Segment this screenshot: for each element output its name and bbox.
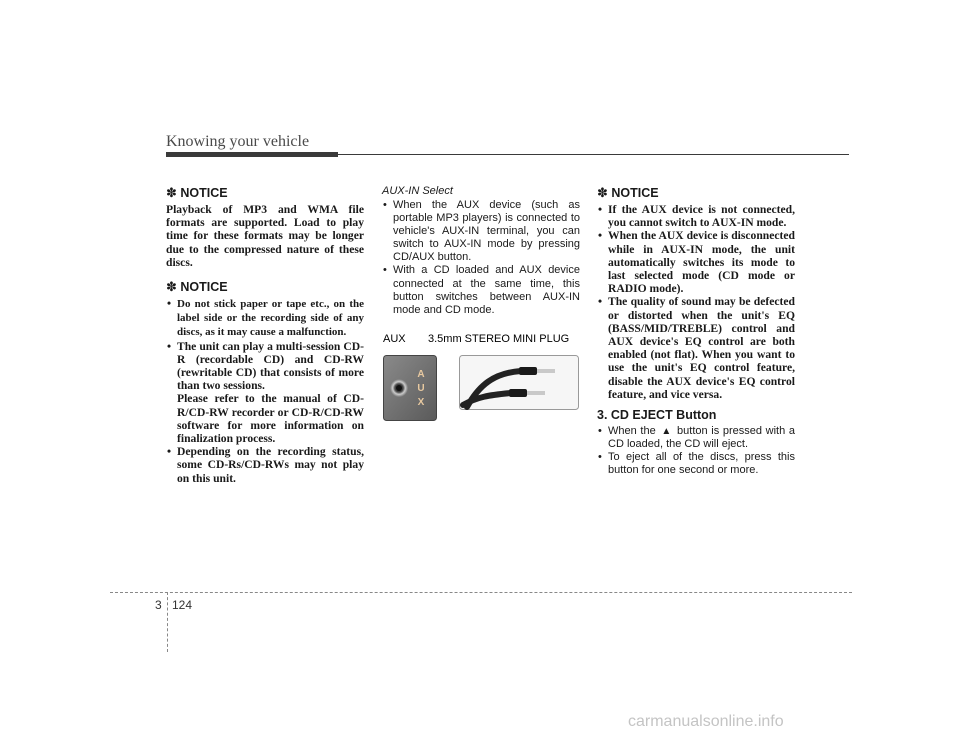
notice-text: Playback of MP3 and WMA file formats are supported. Load to play time for these formats may be longer due to the compressed nature of these discs. [166, 203, 364, 269]
header-rule-thin [338, 154, 849, 155]
aux-jack-hole [396, 385, 402, 391]
aux-in-select-heading: AUX-IN Select [382, 185, 453, 197]
plug-lower-tip [527, 391, 545, 395]
list-item-text: Do not stick paper or tape etc., on the label side or the recording side of any discs, as it may cause a malfunction. [177, 298, 364, 339]
notice-heading [597, 185, 795, 201]
stereo-mini-plug-photo [459, 355, 579, 410]
list-item-text: The quality of sound may be defected or distorted when the unit's EQ (BASS/MID/TREBLE) control and AUX device's EQ control are both enabled (not flat). When you want to use the unit's EQ control feature, disable the AUX device's EQ control feature, and vice versa. [608, 295, 795, 401]
list-item [166, 340, 364, 446]
list-item [382, 264, 580, 316]
cd-eject-heading: 3. CD EJECT Button [597, 408, 717, 423]
list-item-text: The unit can play a multi-session CD-R (recordable CD) and CD-RW (rewritable CD) that consists of more than two sessions. [177, 339, 364, 393]
list-item-text: When the AUX device is disconnected while in AUX-IN mode, the unit automatically switches its mode to last selected mode (CD mode or RADIO mode). [608, 229, 795, 296]
list-item [597, 229, 795, 295]
list-item [382, 199, 580, 264]
list-item [597, 295, 795, 401]
list-item-text: Depending on the recording status, some CD-Rs/CD-RWs may not play on this unit. [177, 445, 364, 485]
list-item-text: When the [608, 425, 656, 438]
notice-star-icon: ✽ [166, 185, 177, 200]
footer-vertical-rule [167, 592, 168, 652]
page-number: 124 [172, 598, 193, 612]
notice-heading-label: NOTICE [180, 280, 228, 295]
aux-caption: AUX [383, 333, 406, 345]
plug-caption: 3.5mm STEREO MINI PLUG [428, 333, 570, 345]
column-left [166, 185, 364, 485]
plug-upper-body [519, 367, 537, 375]
chapter-number: 3 [155, 598, 162, 612]
aux-letter-u: U [417, 383, 425, 394]
notice-heading-label: NOTICE [611, 186, 659, 200]
header-rule-thick [166, 152, 338, 157]
plug-upper-tip [537, 369, 555, 373]
aux-list [382, 199, 580, 317]
plug-lower-body [509, 389, 527, 397]
aux-letter-a: A [417, 369, 425, 380]
watermark: carmanualsonline.info [628, 713, 784, 730]
page-header-title: Knowing your vehicle [166, 133, 310, 150]
notice-heading [166, 279, 364, 295]
column-right [597, 185, 795, 477]
notice-list [597, 203, 795, 401]
notice-heading [166, 185, 364, 201]
eject-list [597, 425, 795, 477]
notice-heading-label: NOTICE [180, 186, 228, 200]
notice-star-icon: ✽ [166, 279, 177, 295]
list-item-text: button is pressed with a CD loaded, the CD will eject. [608, 425, 795, 451]
list-item [166, 297, 364, 340]
notice-star-icon: ✽ [597, 185, 608, 200]
list-item [597, 451, 795, 477]
eject-icon: ▲ [661, 426, 672, 438]
list-item [597, 203, 795, 229]
aux-letter-x: X [417, 397, 425, 408]
list-item [166, 445, 364, 485]
list-item-text: To eject all of the discs, press this button for one second or more. [608, 451, 795, 477]
aux-jack-illustration [383, 355, 437, 421]
column-middle [382, 185, 580, 317]
list-item-text: If the AUX device is not connected, you cannot switch to AUX-IN mode. [608, 203, 795, 230]
list-item-text: With a CD loaded and AUX device connected at the same time, this button switches between AUX-IN mode and CD mode. [393, 264, 580, 316]
footer-rule [110, 592, 852, 593]
list-item [597, 425, 795, 451]
notice-list [166, 297, 364, 485]
list-item-text-extra: Please refer to the manual of CD-R/CD-RW recorder or CD-R/CD-RW software for more information on finalization process. [177, 392, 364, 446]
list-item-text: When the AUX device (such as portable MP3 players) is connected to vehicle's AUX-IN terminal, you can switch to AUX-IN mode by pressing CD/AUX button. [393, 199, 580, 264]
